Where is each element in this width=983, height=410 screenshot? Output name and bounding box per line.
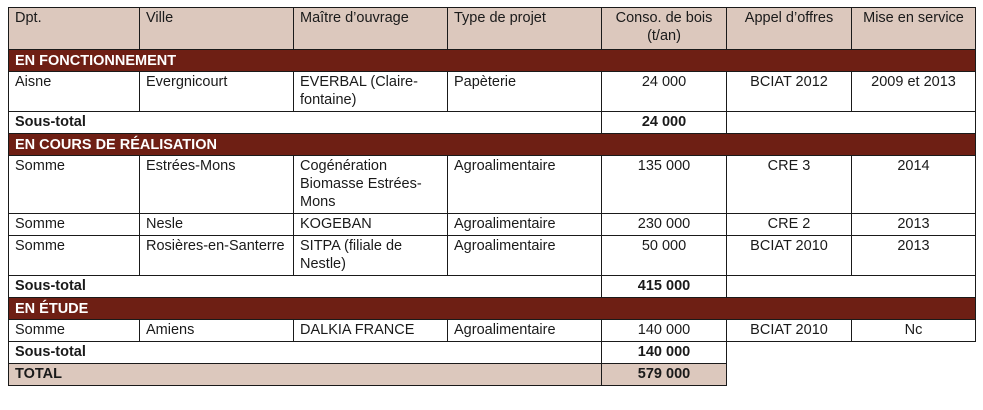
cell-maitre: Cogénération Biomasse Estrées-Mons <box>294 156 448 214</box>
col-header-mise-service: Mise en service <box>852 8 976 50</box>
subtotal-empty <box>727 276 976 298</box>
subtotal-label: Sous-total <box>9 342 602 364</box>
section-title: EN COURS DE RÉALISATION <box>9 134 976 156</box>
cell-dpt: Somme <box>9 236 140 276</box>
subtotal-value: 24 000 <box>602 112 727 134</box>
subtotal-empty <box>727 342 976 364</box>
col-header-type-projet: Type de projet <box>448 8 602 50</box>
col-header-ville: Ville <box>140 8 294 50</box>
cell-maitre: SITPA (filiale de Nestle) <box>294 236 448 276</box>
cell-appel: BCIAT 2010 <box>727 236 852 276</box>
cell-maitre: DALKIA FRANCE <box>294 320 448 342</box>
section-row <box>9 298 976 320</box>
col-header-appel-offres: Appel d’offres <box>727 8 852 50</box>
cell-appel: CRE 3 <box>727 156 852 214</box>
subtotal-value: 140 000 <box>602 342 727 364</box>
cell-maitre: EVERBAL (Claire-fontaine) <box>294 72 448 112</box>
cell-ville: Estrées-Mons <box>140 156 294 214</box>
cell-conso: 135 000 <box>602 156 727 214</box>
table-row <box>9 156 976 214</box>
cell-mise: 2009 et 2013 <box>852 72 976 112</box>
table-row <box>9 320 976 342</box>
cell-ville: Nesle <box>140 214 294 236</box>
section-title: EN ÉTUDE <box>9 298 976 320</box>
cell-ville: Rosières-en-Santerre <box>140 236 294 276</box>
table-row <box>9 72 976 112</box>
subtotal-label: Sous-total <box>9 112 602 134</box>
cell-maitre: KOGEBAN <box>294 214 448 236</box>
cell-dpt: Somme <box>9 214 140 236</box>
total-label: TOTAL <box>9 364 602 386</box>
subtotal-value: 415 000 <box>602 276 727 298</box>
cell-mise: 2014 <box>852 156 976 214</box>
header-row <box>9 8 976 50</box>
cell-appel: BCIAT 2010 <box>727 320 852 342</box>
col-header-maitre-ouvrage: Maître d’ouvrage <box>294 8 448 50</box>
subtotal-row <box>9 276 976 298</box>
cell-type: Agroalimentaire <box>448 156 602 214</box>
cell-type: Agroalimentaire <box>448 236 602 276</box>
cell-dpt: Aisne <box>9 72 140 112</box>
cell-ville: Amiens <box>140 320 294 342</box>
cell-type: Papèterie <box>448 72 602 112</box>
table-row <box>9 214 976 236</box>
table-row <box>9 236 976 276</box>
cell-ville: Evergnicourt <box>140 72 294 112</box>
subtotal-row <box>9 342 976 364</box>
section-row <box>9 134 976 156</box>
section-title: EN FONCTIONNEMENT <box>9 50 976 72</box>
cell-conso: 140 000 <box>602 320 727 342</box>
subtotal-label: Sous-total <box>9 276 602 298</box>
cell-conso: 50 000 <box>602 236 727 276</box>
total-empty <box>727 364 976 386</box>
cell-mise: Nc <box>852 320 976 342</box>
cell-type: Agroalimentaire <box>448 320 602 342</box>
cell-type: Agroalimentaire <box>448 214 602 236</box>
cell-mise: 2013 <box>852 236 976 276</box>
cell-mise: 2013 <box>852 214 976 236</box>
total-value: 579 000 <box>602 364 727 386</box>
cell-appel: BCIAT 2012 <box>727 72 852 112</box>
col-header-conso-bois: Conso. de bois (t/an) <box>602 8 727 50</box>
biomass-projects-table <box>8 7 976 386</box>
cell-conso: 230 000 <box>602 214 727 236</box>
section-row <box>9 50 976 72</box>
cell-dpt: Somme <box>9 320 140 342</box>
cell-conso: 24 000 <box>602 72 727 112</box>
col-header-dpt: Dpt. <box>9 8 140 50</box>
subtotal-row <box>9 112 976 134</box>
subtotal-empty <box>727 112 976 134</box>
total-row <box>9 364 976 386</box>
cell-appel: CRE 2 <box>727 214 852 236</box>
cell-dpt: Somme <box>9 156 140 214</box>
